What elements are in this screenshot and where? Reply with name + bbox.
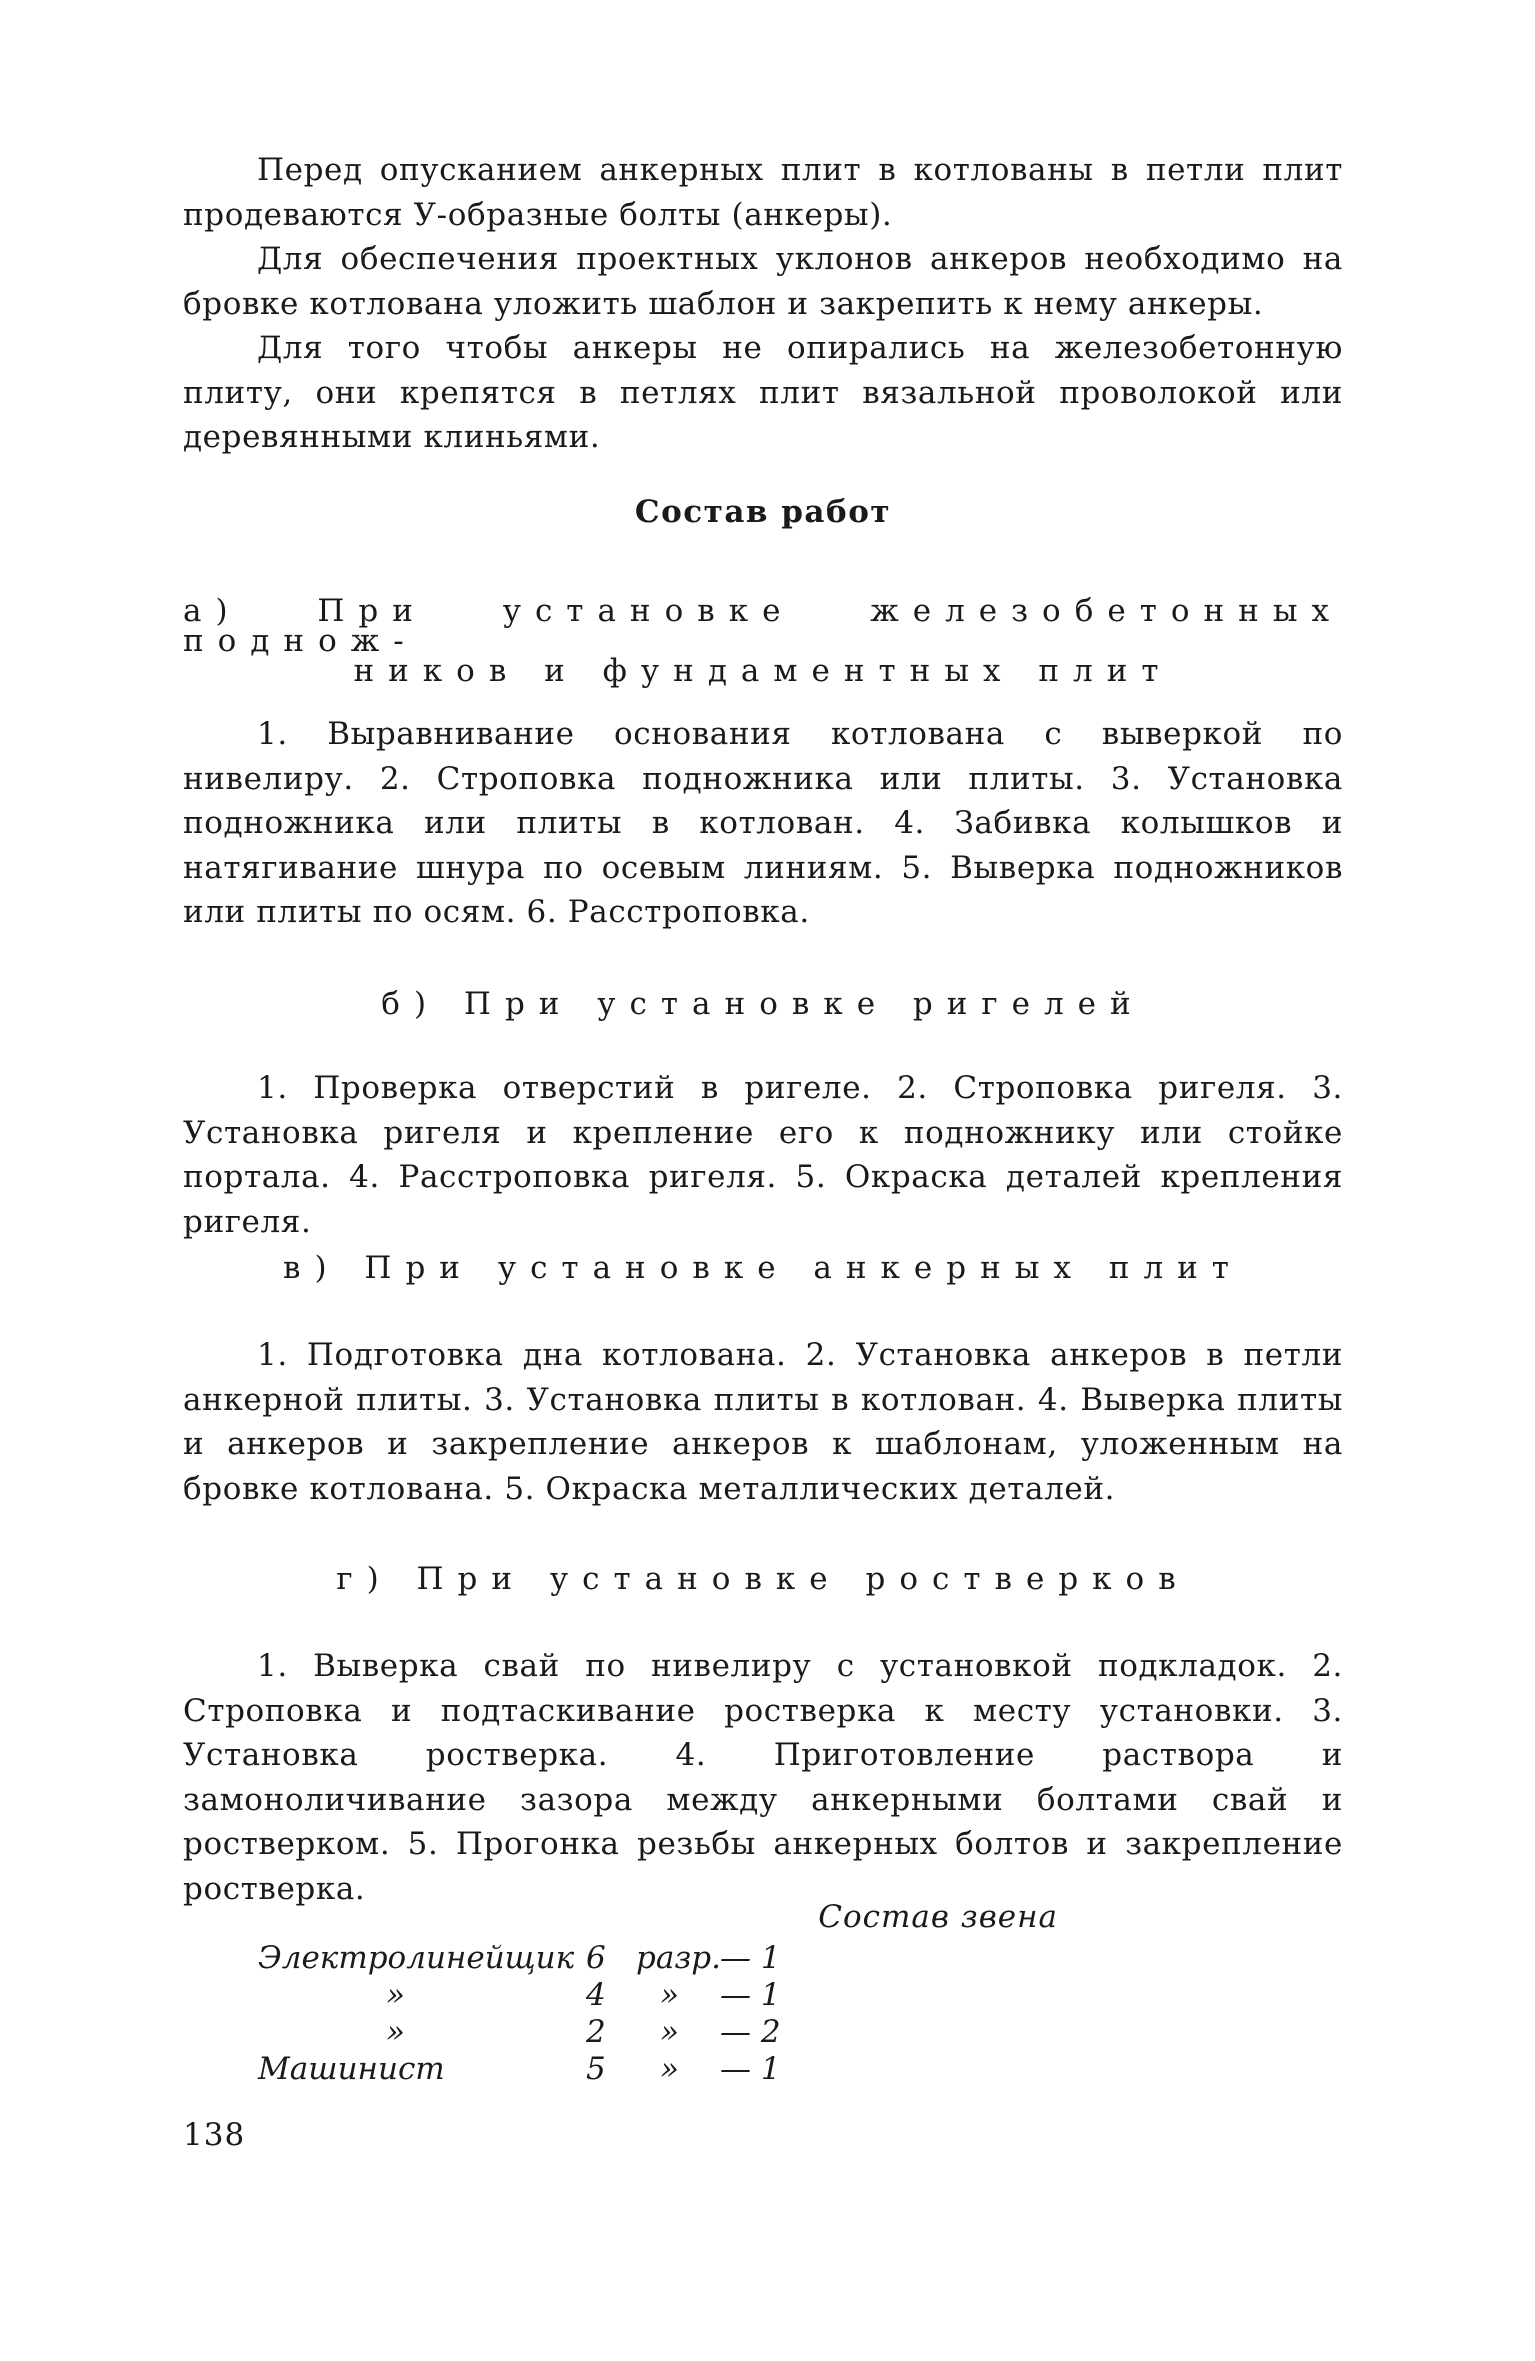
subsection-v-text: 1. Подготовка дна котлована. 2. Установка анкеров в петли анкерной плиты. 3. Установка плиты в котлован. 4. Выверка плиты и анкеров и закрепление анкеров к шаблонам, уложенным на бровке котлована. 5. Окраска металлических деталей.	[183, 1337, 1343, 1507]
crew-worker-count: — 1	[720, 1977, 781, 2013]
crew-worker-unit: »	[660, 2014, 679, 2050]
crew-worker-unit: »	[660, 2051, 679, 2087]
page-number: 138	[183, 2117, 246, 2153]
subsection-b-heading: б) При установке ригелей	[381, 986, 1145, 1022]
crew-row	[258, 2014, 858, 2051]
crew-worker-name: Машинист	[258, 2051, 445, 2087]
crew-table	[258, 1940, 858, 2088]
crew-worker-count: — 2	[720, 2014, 781, 2050]
subsection-a-text: 1. Выравнивание основания котлована с выверкой по нивелиру. 2. Строповка подножника или плиты. 3. Установка подножника или плиты в котлован. 4. Забивка колышков и натягивание шнура по осевым линиям. 5. Выверка подножников или плиты по осям. 6. Расстроповка.	[183, 716, 1343, 930]
subsection-b-body	[183, 1066, 1343, 1244]
crew-row	[258, 2051, 858, 2088]
crew-worker-count: — 1	[720, 2051, 781, 2087]
subsection-a-heading-line1: а) При установке железобетонных поднож-	[183, 593, 1343, 659]
crew-worker-unit: разр.	[636, 1940, 721, 1976]
subsection-a-heading-line2: ников и фундаментных плит	[353, 653, 1173, 689]
crew-title-text: Состав звена	[818, 1899, 1058, 1935]
crew-worker-name: »	[386, 2014, 405, 2050]
crew-title	[600, 1895, 1343, 1939]
subsection-g-text: 1. Выверка свай по нивелиру с установкой подкладок. 2. Строповка и подтаскивание ростверка к месту установки. 3. Установка ростверка. 4. Приготовление раствора и замоноличивание зазора между анкерными болтами свай и ростверком. 5. Прогонка резьбы анкерных болтов и закрепление ростверка.	[183, 1648, 1343, 1907]
intro-paragraph-1: Перед опусканием анкерных плит в котлованы в петли плит продеваются У-образные болты (анкеры).	[183, 152, 1343, 233]
crew-worker-grade: 5	[586, 2051, 606, 2087]
intro-paragraph-3: Для того чтобы анкеры не опирались на железобетонную плиту, они крепятся в петлях плит вязальной проволокой или деревянными клиньями.	[183, 330, 1343, 455]
crew-row	[258, 1977, 858, 2014]
subsection-a-heading	[183, 593, 1343, 689]
subsection-g-heading: г) При установке ростверков	[336, 1561, 1190, 1597]
crew-row	[258, 1940, 858, 1977]
crew-worker-grade: 6	[586, 1940, 606, 1976]
intro-block	[183, 148, 1343, 460]
crew-worker-unit: »	[660, 1977, 679, 2013]
subsection-g-body	[183, 1644, 1343, 1911]
section-title: Состав работ	[634, 494, 892, 530]
crew-worker-count: — 1	[720, 1940, 781, 1976]
subsection-a-body	[183, 712, 1343, 935]
intro-paragraph-2: Для обеспечения проектных уклонов анкеров необходимо на бровке котлована уложить шаблон и закрепить к нему анкеры.	[183, 241, 1343, 322]
crew-worker-name: »	[386, 1977, 405, 2013]
subsection-v-body	[183, 1333, 1343, 1511]
crew-worker-grade: 2	[586, 2014, 606, 2050]
subsection-b-text: 1. Проверка отверстий в ригеле. 2. Строповка ригеля. 3. Установка ригеля и крепление его к подножнику или стойке портала. 4. Расстроповка ригеля. 5. Окраска деталей крепления ригеля.	[183, 1070, 1343, 1240]
crew-worker-name: Электролинейщик	[258, 1940, 575, 1976]
crew-worker-grade: 4	[586, 1977, 606, 2013]
subsection-v-heading: в) При установке анкерных плит	[283, 1250, 1243, 1286]
